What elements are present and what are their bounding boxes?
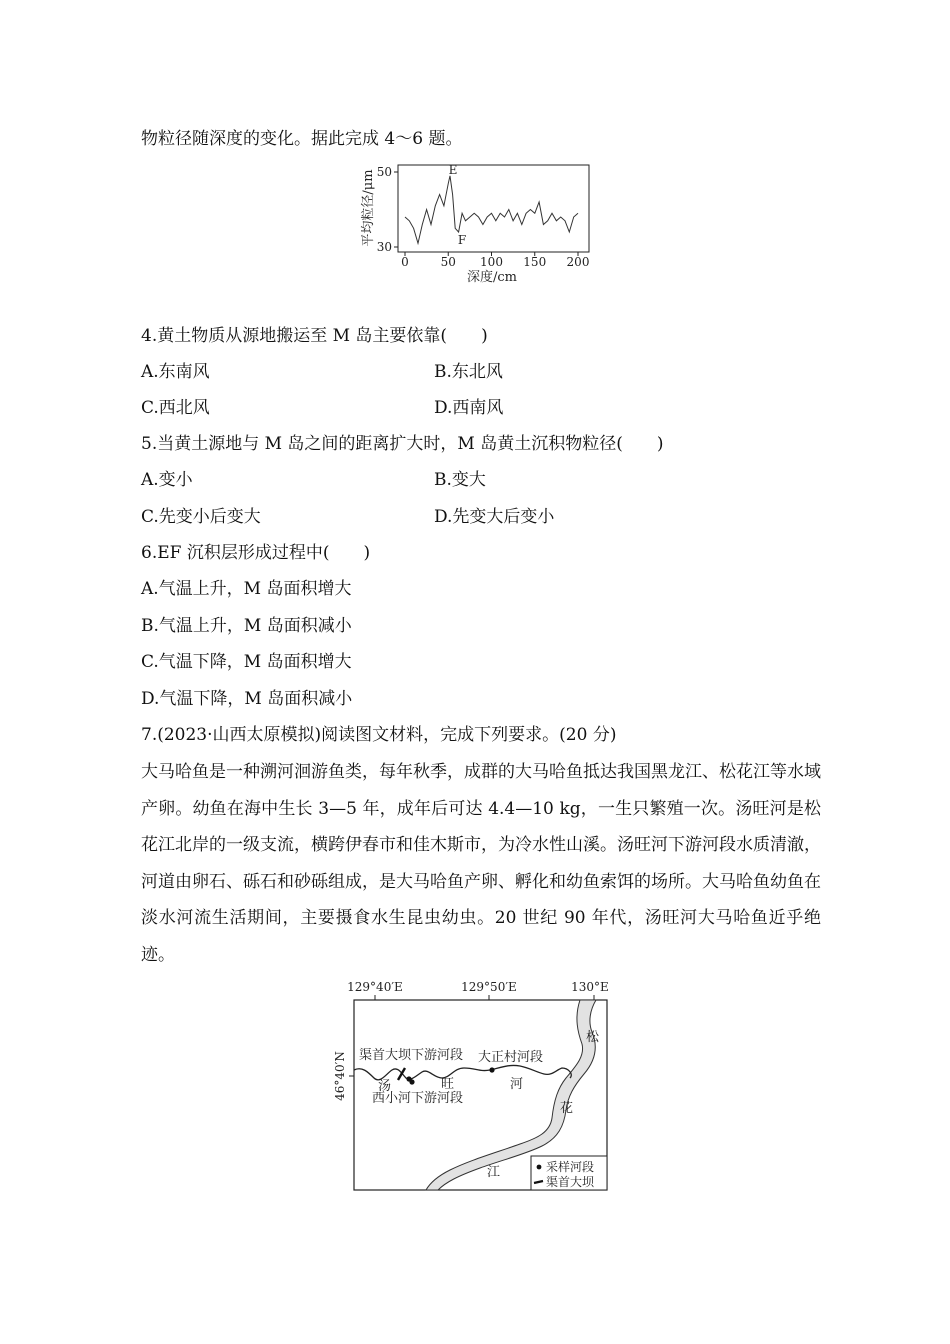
lat-label: 46°40′N [333, 1051, 347, 1101]
x-tick-label: 200 [566, 255, 590, 269]
x-tick-label: 150 [523, 255, 547, 269]
river-char-tang: 汤 [378, 1079, 392, 1094]
lon-label-1: 129°40′E [347, 980, 403, 994]
q5-option-b: B.变大 [434, 470, 486, 490]
legend-sample-symbol [537, 1165, 542, 1170]
label-e: E [448, 163, 458, 177]
sample-point-dazheng [489, 1067, 494, 1072]
label-f: F [457, 233, 467, 247]
q4-option-c: C.西北风 [141, 398, 210, 418]
q7-material-paragraph: 大马哈鱼是一种溯河洄游鱼类，每年秋季，成群的大马哈鱼抵达我国黑龙江、松花江等水域产卵。幼鱼在海中生长 3—5 年，成年后可达 4.4—10 kg，一生只繁殖一次。汤旺河是松花江北岸的一级支流，横跨伊春市和佳木斯市，为冷水性山溪。汤旺河下游河段水质清澈，河道由卵石、砾石和砂砾组成，是大马哈鱼产卵、孵化和幼鱼索饵的场所。大马哈鱼幼鱼在淡水河流生活期间，主要摄食水生昆虫幼虫。20 世纪 90 年代，汤旺河大马哈鱼近乎绝迹。 [141, 762, 821, 965]
songhua-char-jiang: 江 [487, 1165, 501, 1180]
label-xixiao-section: 西小河下游河段 [372, 1091, 464, 1106]
q5-option-a: A.变小 [141, 470, 193, 490]
label-dam-downstream-section: 渠首大坝下游河段 [359, 1048, 464, 1063]
q7-stem: 7.(2023·山西太原模拟)阅读图文材料，完成下列要求。(20 分) [141, 725, 617, 745]
label-dazheng-section: 大正村河段 [478, 1050, 544, 1065]
q5-option-d: D.先变大后变小 [434, 507, 555, 527]
intro-text: 物粒径随深度的变化。据此完成 4～6 题。 [141, 129, 463, 149]
series-line [405, 176, 578, 244]
lon-label-2: 129°50′E [461, 980, 517, 994]
q4-option-a: A.东南风 [141, 362, 210, 382]
x-tick-label: 50 [440, 255, 456, 269]
q6-option-b: B.气温上升，M 岛面积减小 [141, 616, 352, 636]
songhua-char-hua: 花 [560, 1101, 574, 1116]
q4-option-d: D.西南风 [434, 398, 504, 418]
grain-size-chart [352, 160, 602, 290]
lon-label-3: 130°E [571, 980, 609, 994]
songhua-char-song: 松 [586, 1030, 600, 1045]
q4-stem: 4.黄土物质从源地搬运至 M 岛主要依靠( ) [141, 326, 488, 346]
q6-option-c: C.气温下降，M 岛面积增大 [141, 652, 352, 672]
tangwang-river-map [330, 978, 620, 1198]
legend-dam-label: 渠首大坝 [546, 1175, 595, 1189]
y-tick-50: 50 [376, 165, 392, 179]
x-tick-label: 0 [401, 255, 409, 269]
x-tick-label: 100 [480, 255, 503, 269]
q5-option-c: C.先变小后变大 [141, 507, 261, 527]
q4-option-b: B.东北风 [434, 362, 503, 382]
y-axis-label: 平均粒径/μm [361, 169, 376, 247]
q6-option-d: D.气温下降，M 岛面积减小 [141, 689, 353, 709]
sample-point-xixiao [409, 1079, 414, 1084]
river-char-wang: 旺 [441, 1077, 455, 1092]
q6-stem: 6.EF 沉积层形成过程中( ) [141, 543, 371, 563]
x-axis-label: 深度/cm [467, 270, 517, 285]
y-tick-30: 30 [376, 240, 392, 254]
legend-sample-label: 采样河段 [546, 1160, 595, 1174]
q5-stem: 5.当黄土源地与 M 岛之间的距离扩大时，M 岛黄土沉积物粒径( ) [141, 434, 664, 454]
q6-option-a: A.气温上升，M 岛面积增大 [141, 579, 352, 599]
river-char-he: 河 [510, 1077, 524, 1092]
